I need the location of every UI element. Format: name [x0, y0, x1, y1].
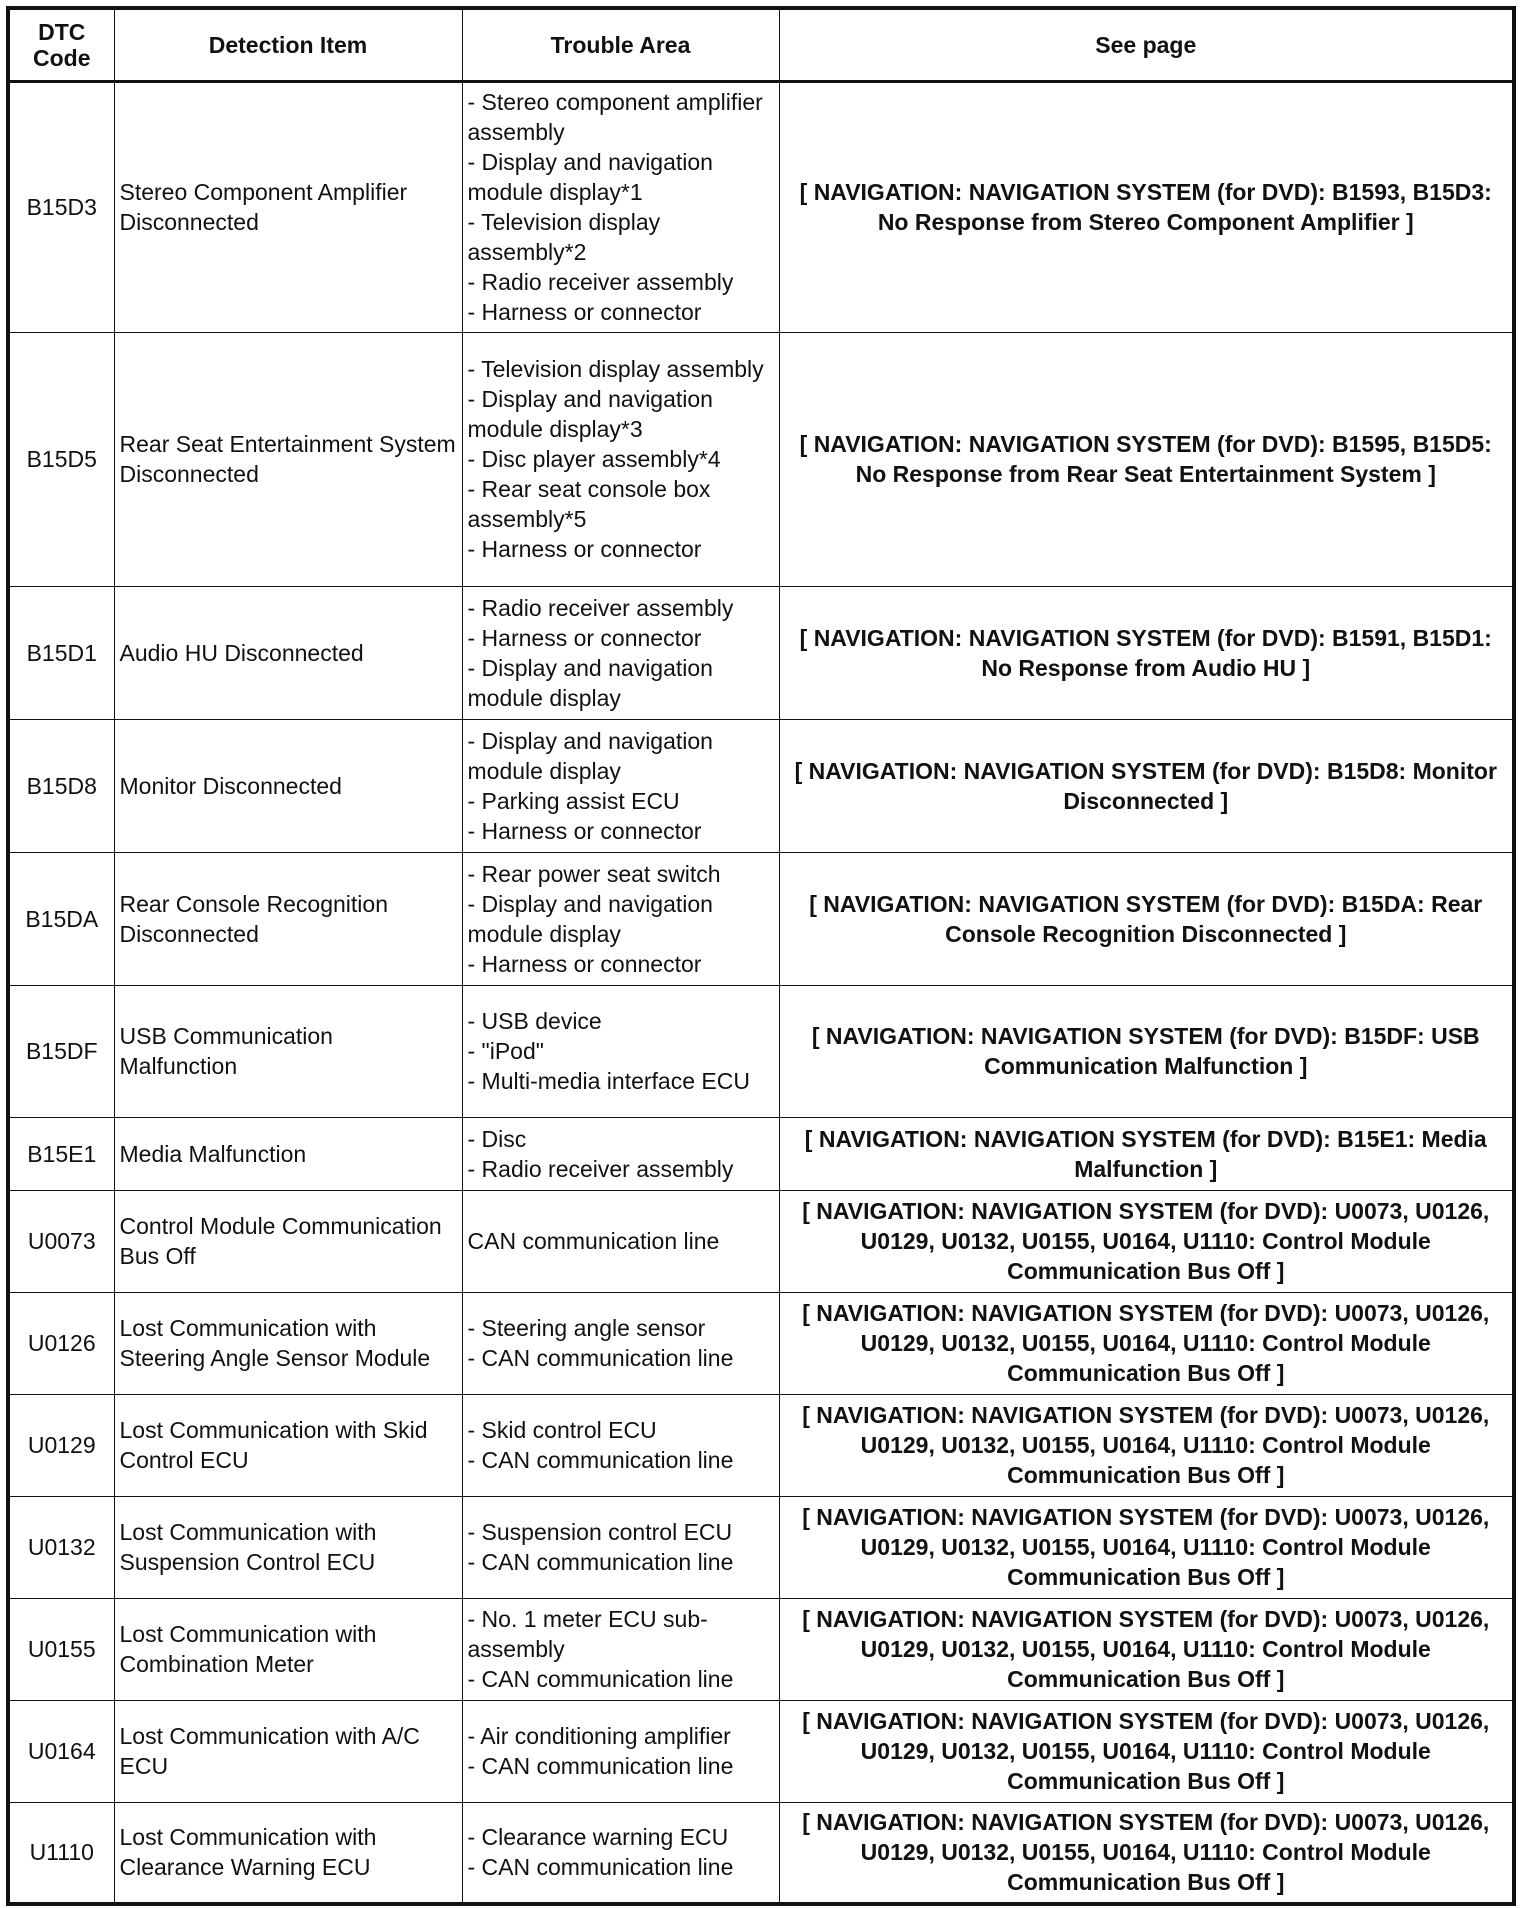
dtc-code: B15D8	[8, 719, 114, 852]
table-row	[8, 81, 1514, 332]
trouble-area	[462, 1117, 779, 1190]
trouble-area-item: - Parking assist ECU	[467, 787, 680, 814]
dtc-code: B15E1	[8, 1117, 114, 1190]
dtc-table	[6, 6, 1516, 1906]
trouble-area-item: - Display and navigation module display	[467, 727, 713, 784]
header-row	[8, 8, 1514, 81]
trouble-area-item: - CAN communication line	[467, 1549, 734, 1575]
header-see-page: See page	[779, 8, 1514, 81]
detection-item: Control Module Communication Bus Off	[114, 1190, 462, 1292]
trouble-area	[462, 1700, 779, 1802]
trouble-area-item: - "iPod"	[467, 1038, 544, 1064]
dtc-code: U0126	[8, 1292, 114, 1394]
header-trouble-area: Trouble Area	[462, 8, 779, 81]
trouble-area	[462, 332, 779, 586]
table-row	[8, 1496, 1514, 1598]
trouble-area-item: - Harness or connector	[467, 299, 702, 325]
see-page-link[interactable]: [ NAVIGATION: NAVIGATION SYSTEM (for DVD): B15E1: Media Malfunction ]	[779, 1117, 1514, 1190]
trouble-area-item: - Radio receiver assembly	[467, 1155, 734, 1182]
table-row	[8, 1292, 1514, 1394]
dtc-code: U0155	[8, 1598, 114, 1700]
see-page-link[interactable]: [ NAVIGATION: NAVIGATION SYSTEM (for DVD): U0073, U0126, U0129, U0132, U0155, U0164, U1110: Control Module Communication Bus Off ]	[779, 1598, 1514, 1700]
trouble-area-item: - Multi-media interface ECU	[467, 1068, 750, 1094]
trouble-area-item: - Stereo component amplifier assembly	[467, 89, 763, 145]
see-page-link[interactable]: [ NAVIGATION: NAVIGATION SYSTEM (for DVD): B15D8: Monitor Disconnected ]	[779, 719, 1514, 852]
trouble-area-item: - Harness or connector	[467, 950, 702, 977]
trouble-area-item: - Clearance warning ECU	[467, 1824, 729, 1851]
dtc-code: U0129	[8, 1394, 114, 1496]
trouble-area-item: - No. 1 meter ECU sub-assembly	[467, 1606, 708, 1662]
trouble-area	[462, 985, 779, 1117]
trouble-area-item: CAN communication line	[467, 1228, 720, 1254]
trouble-area-item: - Disc player assembly*4	[467, 446, 721, 472]
trouble-area-item: - Suspension control ECU	[467, 1519, 733, 1545]
trouble-area	[462, 1394, 779, 1496]
detection-item: Monitor Disconnected	[114, 719, 462, 852]
detection-item: Lost Communication with Suspension Control ECU	[114, 1496, 462, 1598]
trouble-area-item: - CAN communication line	[467, 1447, 734, 1473]
table-row	[8, 1117, 1514, 1190]
dtc-code: B15DA	[8, 852, 114, 985]
dtc-code: U1110	[8, 1802, 114, 1904]
see-page-link[interactable]: [ NAVIGATION: NAVIGATION SYSTEM (for DVD): U0073, U0126, U0129, U0132, U0155, U0164, U1110: Control Module Communication Bus Off ]	[779, 1700, 1514, 1802]
trouble-area-item: - Harness or connector	[467, 817, 702, 844]
table-row	[8, 719, 1514, 852]
trouble-area	[462, 1190, 779, 1292]
see-page-link[interactable]: [ NAVIGATION: NAVIGATION SYSTEM (for DVD): U0073, U0126, U0129, U0132, U0155, U0164, U1110: Control Module Communication Bus Off ]	[779, 1292, 1514, 1394]
see-page-link[interactable]: [ NAVIGATION: NAVIGATION SYSTEM (for DVD): B1593, B15D3: No Response from Stereo Component Amplifier ]	[779, 81, 1514, 332]
trouble-area-item: - Radio receiver assembly	[467, 269, 734, 295]
detection-item: USB Communication Malfunction	[114, 985, 462, 1117]
trouble-area-item: - Disc	[467, 1125, 527, 1152]
detection-item: Media Malfunction	[114, 1117, 462, 1190]
trouble-area	[462, 586, 779, 719]
trouble-area-item: - Television display assembly*2	[467, 209, 661, 265]
detection-item: Rear Console Recognition Disconnected	[114, 852, 462, 985]
trouble-area-item: - Harness or connector	[467, 624, 702, 651]
trouble-area-item: - Harness or connector	[467, 536, 702, 562]
trouble-area-item: - Rear power seat switch	[467, 860, 721, 887]
table-row	[8, 586, 1514, 719]
see-page-link[interactable]: [ NAVIGATION: NAVIGATION SYSTEM (for DVD): B15DA: Rear Console Recognition Disconnected ]	[779, 852, 1514, 985]
table-row	[8, 1394, 1514, 1496]
trouble-area-item: - Radio receiver assembly	[467, 594, 734, 621]
detection-item: Rear Seat Entertainment System Disconnected	[114, 332, 462, 586]
table-row	[8, 985, 1514, 1117]
dtc-code: U0132	[8, 1496, 114, 1598]
table-row	[8, 1700, 1514, 1802]
table-row	[8, 852, 1514, 985]
trouble-area-item: - Steering angle sensor	[467, 1315, 706, 1341]
dtc-code: B15DF	[8, 985, 114, 1117]
trouble-area-item: - Display and navigation module display*1	[467, 149, 713, 205]
trouble-area-item: - Rear seat console box assembly*5	[467, 476, 711, 532]
see-page-link[interactable]: [ NAVIGATION: NAVIGATION SYSTEM (for DVD): U0073, U0126, U0129, U0132, U0155, U0164, U1110: Control Module Communication Bus Off ]	[779, 1394, 1514, 1496]
dtc-code: B15D5	[8, 332, 114, 586]
see-page-link[interactable]: [ NAVIGATION: NAVIGATION SYSTEM (for DVD): B1595, B15D5: No Response from Rear Seat Entertainment System ]	[779, 332, 1514, 586]
trouble-area	[462, 1496, 779, 1598]
trouble-area-item: - Display and navigation module display*3	[467, 386, 713, 442]
detection-item: Lost Communication with Skid Control ECU	[114, 1394, 462, 1496]
see-page-link[interactable]: [ NAVIGATION: NAVIGATION SYSTEM (for DVD): U0073, U0126, U0129, U0132, U0155, U0164, U1110: Control Module Communication Bus Off ]	[779, 1190, 1514, 1292]
trouble-area-item: - Skid control ECU	[467, 1417, 657, 1443]
table-row	[8, 1190, 1514, 1292]
dtc-code: U0073	[8, 1190, 114, 1292]
trouble-area	[462, 1292, 779, 1394]
detection-item: Lost Communication with Clearance Warning ECU	[114, 1802, 462, 1904]
detection-item: Audio HU Disconnected	[114, 586, 462, 719]
trouble-area	[462, 1598, 779, 1700]
table-row	[8, 1802, 1514, 1904]
detection-item: Lost Communication with Steering Angle Sensor Module	[114, 1292, 462, 1394]
trouble-area	[462, 1802, 779, 1904]
see-page-link[interactable]: [ NAVIGATION: NAVIGATION SYSTEM (for DVD): U0073, U0126, U0129, U0132, U0155, U0164, U1110: Control Module Communication Bus Off ]	[779, 1496, 1514, 1598]
header-detection-item: Detection Item	[114, 8, 462, 81]
table-row	[8, 1598, 1514, 1700]
trouble-area	[462, 719, 779, 852]
trouble-area-item: - CAN communication line	[467, 1854, 734, 1881]
see-page-link[interactable]: [ NAVIGATION: NAVIGATION SYSTEM (for DVD): U0073, U0126, U0129, U0132, U0155, U0164, U1110: Control Module Communication Bus Off ]	[779, 1802, 1514, 1904]
detection-item: Lost Communication with A/C ECU	[114, 1700, 462, 1802]
see-page-link[interactable]: [ NAVIGATION: NAVIGATION SYSTEM (for DVD): B15DF: USB Communication Malfunction ]	[779, 985, 1514, 1117]
see-page-link[interactable]: [ NAVIGATION: NAVIGATION SYSTEM (for DVD): B1591, B15D1: No Response from Audio HU ]	[779, 586, 1514, 719]
table-row	[8, 332, 1514, 586]
dtc-code: B15D1	[8, 586, 114, 719]
dtc-code: B15D3	[8, 81, 114, 332]
trouble-area-item: - CAN communication line	[467, 1666, 734, 1692]
dtc-code: U0164	[8, 1700, 114, 1802]
trouble-area	[462, 852, 779, 985]
trouble-area-item: - Display and navigation module display	[467, 890, 713, 947]
trouble-area-item: - Display and navigation module display	[467, 654, 713, 711]
detection-item: Stereo Component Amplifier Disconnected	[114, 81, 462, 332]
trouble-area-item: - Television display assembly	[467, 356, 764, 382]
trouble-area-item: - USB device	[467, 1008, 602, 1034]
trouble-area	[462, 81, 779, 332]
detection-item: Lost Communication with Combination Meter	[114, 1598, 462, 1700]
trouble-area-item: - CAN communication line	[467, 1345, 734, 1371]
trouble-area-item: - Air conditioning amplifier	[467, 1723, 731, 1749]
header-dtc-code: DTC Code	[8, 8, 114, 81]
trouble-area-item: - CAN communication line	[467, 1753, 734, 1779]
